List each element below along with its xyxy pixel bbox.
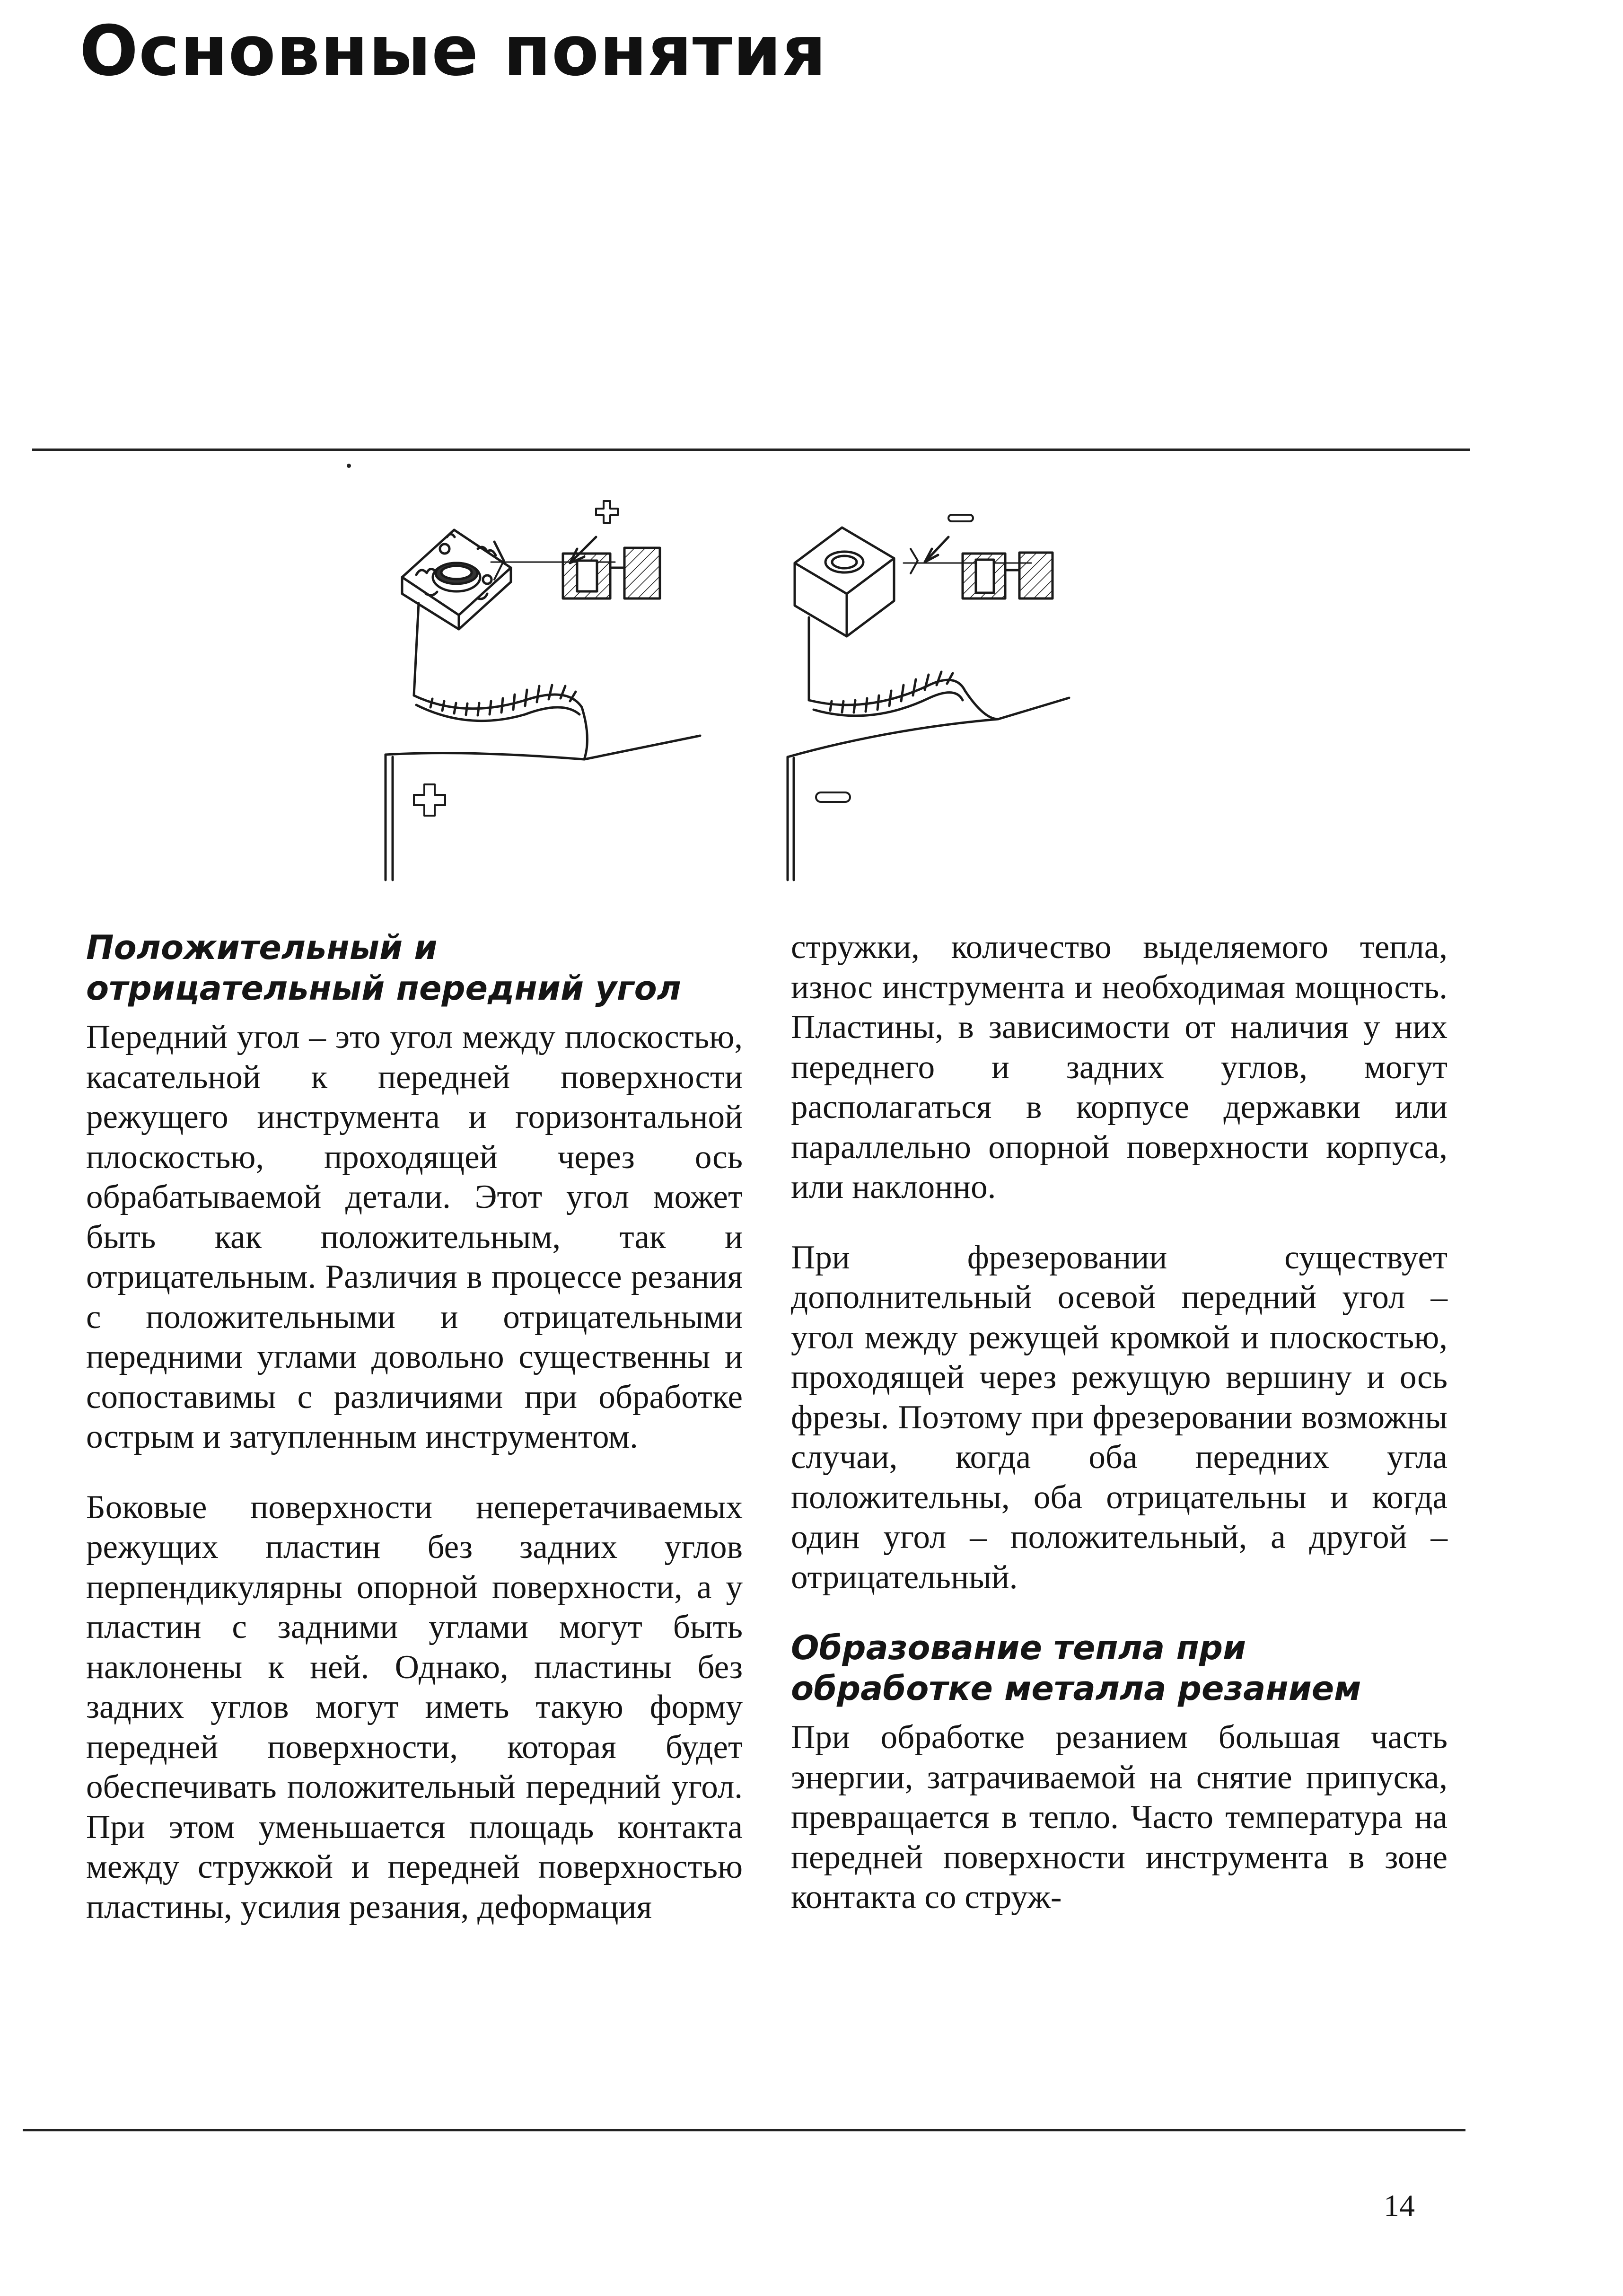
positive-insert-icon	[386, 501, 700, 880]
negative-insert-icon	[788, 515, 1069, 880]
top-divider	[32, 449, 1470, 451]
paragraph: Передний угол – это угол между плоскостью, касательной к передней поверхности режущего инструмента и горизонтальной плоскостью, проходящей через ось обрабатываемой детали. Этот угол может быть как положительным, так и отрицательным. Различия в процессе резания с положительными и отрицательными передними углами довольно существенны и сопоставимы с различиями при обработке острым и затупленным инструментом.	[86, 1019, 743, 1455]
left-column	[86, 927, 743, 1957]
page-title: Основные понятия	[79, 11, 827, 91]
paragraph: Боковые поверхности неперетачиваемых режущих пластин без задних углов перпендикулярны опорной поверхности, а у пластин с задними углами могут быть наклонены к ней. Однако, пластины без задних углов могут иметь такую форму передней поверхности, которая будет обеспечивать положительный передний угол. При этом уменьшается площадь контакта между стружкой и передней поверхностью пластины, усилия резания, деформация	[86, 1488, 743, 1926]
stray-dot	[347, 464, 351, 468]
section-heading-rake-angle: Положительный и отрицательный передний угол	[86, 928, 681, 1008]
right-column	[791, 927, 1448, 1948]
bottom-divider	[23, 2129, 1465, 2131]
page-number: 14	[1384, 2189, 1415, 2223]
rake-angle-figure	[369, 492, 1164, 908]
paragraph: При обработке резанием большая часть энергии, затрачиваемой на снятие припуска, превращается в тепло. Часто температура на передней поверхности инструмента в зоне контакта со струж-	[791, 1719, 1448, 1916]
paragraph: При фрезеровании существует дополнительный осевой передний угол – угол между режущей кромкой и плоскостью, проходящей через режущую вершину и ось фрезы. Поэтому при фрезеровании возможны случаи, когда оба передних угла положительны, оба отрицательны и когда один угол – положительный, а другой – отрицательный.	[791, 1239, 1448, 1596]
section-heading-heat: Образование тепла при обработке металла резанием	[791, 1628, 1361, 1708]
paragraph: стружки, количество выделяемого тепла, износ инструмента и необходимая мощность. Пластины, в зависимости от наличия у них переднего и задних углов, могут располагаться в корпусе державки или параллельно опорной поверхности корпуса, или наклонно.	[791, 929, 1448, 1205]
